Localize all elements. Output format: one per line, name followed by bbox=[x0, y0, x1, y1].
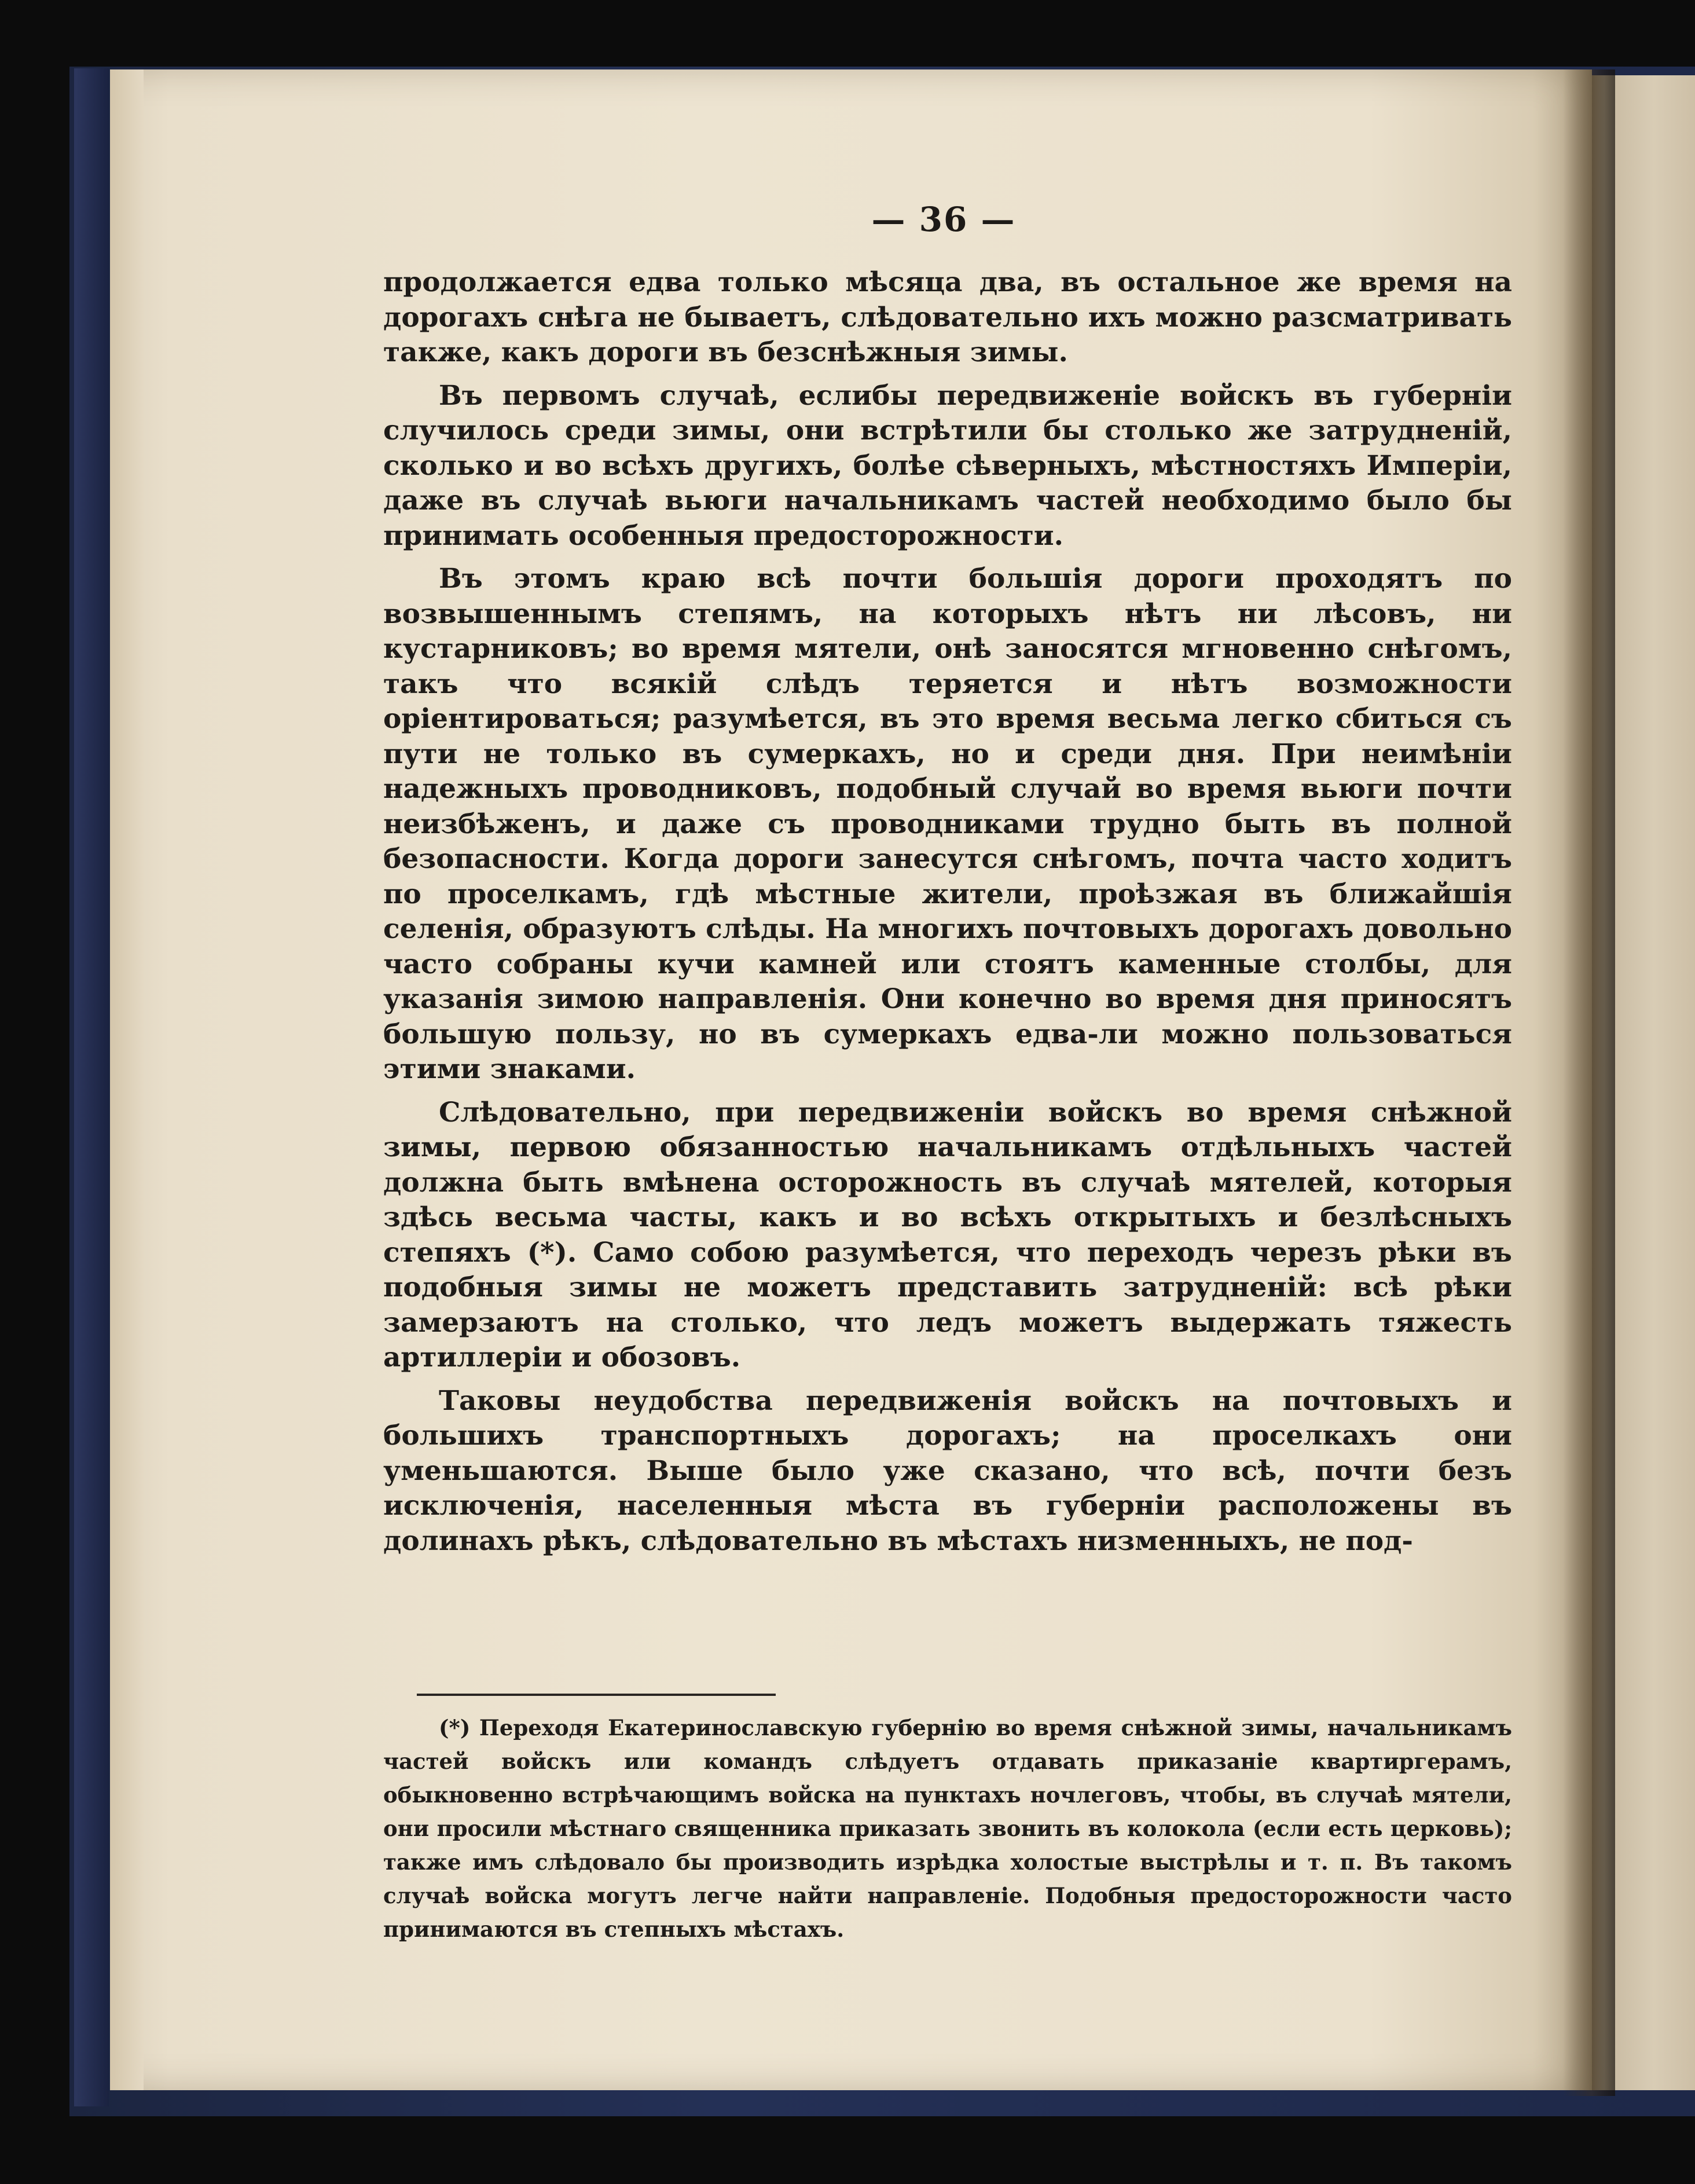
footnote: (*) Переходя Екатеринославскую губернію во время снѣжной зимы, начальникамъ частей войскъ или командъ слѣдуетъ отдавать приказаніе квартиргерамъ, обыкновенно встрѣчающимъ войска на пунктахъ ночлеговъ, чтобы, въ случаѣ мятели, они просили мѣстнаго священника приказать звонить въ колокола (если есть церковь); также имъ слѣдовало бы производить изрѣдка холостые выстрѣлы и т. п. Въ такомъ случаѣ войска могутъ легче найти направленіе. Подобныя предосторожности часто принимаются въ степныхъ мѣстахъ. bbox=[383, 1715, 1512, 1942]
footnote-divider bbox=[417, 1694, 776, 1696]
paragraph: Слѣдовательно, при передвиженіи войскъ во время снѣжной зимы, первою обязанностью начальникамъ отдѣльныхъ частей должна быть вмѣнена осторожность въ случаѣ мятелей, которыя здѣсь весьма часты, какъ и во всѣхъ открытыхъ и безлѣсныхъ степяхъ (*). Само собою разумѣется, что переходъ черезъ рѣки въ подобныя зимы не можетъ представить затрудненій: всѣ рѣки замерзаютъ на столько, что ледъ можетъ выдержать тяжесть артиллеріи и обозовъ. bbox=[383, 1096, 1512, 1373]
paragraph: Таковы неудобства передвиженія войскъ на почтовыхъ и большихъ транспортныхъ дорогахъ; на проселкахъ они уменьшаются. Выше было уже сказано, что всѣ, почти безъ исключенія, населенныя мѣста въ губерніи расположены въ долинахъ рѣкъ, слѣдовательно въ мѣстахъ низменныхъ, не под- bbox=[383, 1384, 1512, 1557]
paragraph: Въ этомъ краю всѣ почти большія дороги проходятъ по возвышеннымъ степямъ, на которыхъ нѣтъ ни лѣсовъ, ни кустарниковъ; во время мятели, онѣ заносятся мгновенно снѣгомъ, такъ что всякій слѣдъ теряется и нѣтъ возможности оріентироваться; разумѣется, въ это время весьма легко сбиться съ пути не только въ сумеркахъ, но и среди дня. При неимѣніи надежныхъ проводниковъ, подобный случай во время вьюги почти неизбѣженъ, и даже съ проводниками трудно быть въ полной безопасности. Когда дороги занесутся снѣгомъ, почта часто ходитъ по проселкамъ, гдѣ мѣстные жители, проѣзжая въ ближайшія селенія, образуютъ слѣды. На многихъ почтовыхъ дорогахъ довольно часто собраны кучи камней или стоятъ каменные столбы, для указанія зимою направленія. Они конечно во время дня приносятъ большую пользу, но въ сумеркахъ едва-ли можно пользоваться этими знаками. bbox=[383, 563, 1512, 1085]
page-gutter-shadow bbox=[1563, 69, 1615, 2096]
book-cover-edge bbox=[74, 68, 109, 2106]
paragraph: продолжается едва только мѣсяца два, въ остальное же время на дорогахъ снѣга не бываетъ, слѣдовательно ихъ можно разсматривать также, какъ дороги въ безснѣжныя зимы. bbox=[383, 266, 1512, 368]
page-number: — 36 — bbox=[871, 200, 1016, 239]
body-text bbox=[383, 265, 1512, 1559]
paragraph: Въ первомъ случаѣ, еслибы передвиженіе войскъ въ губерніи случилось среди зимы, они встрѣтили бы столько же затрудненій, сколько и во всѣхъ другихъ, болѣе сѣверныхъ, мѣстностяхъ Имперіи, даже въ случаѣ вьюги начальникамъ частей необходимо было бы принимать особенныя предосторожности. bbox=[383, 379, 1512, 552]
page-margin bbox=[110, 69, 144, 2090]
